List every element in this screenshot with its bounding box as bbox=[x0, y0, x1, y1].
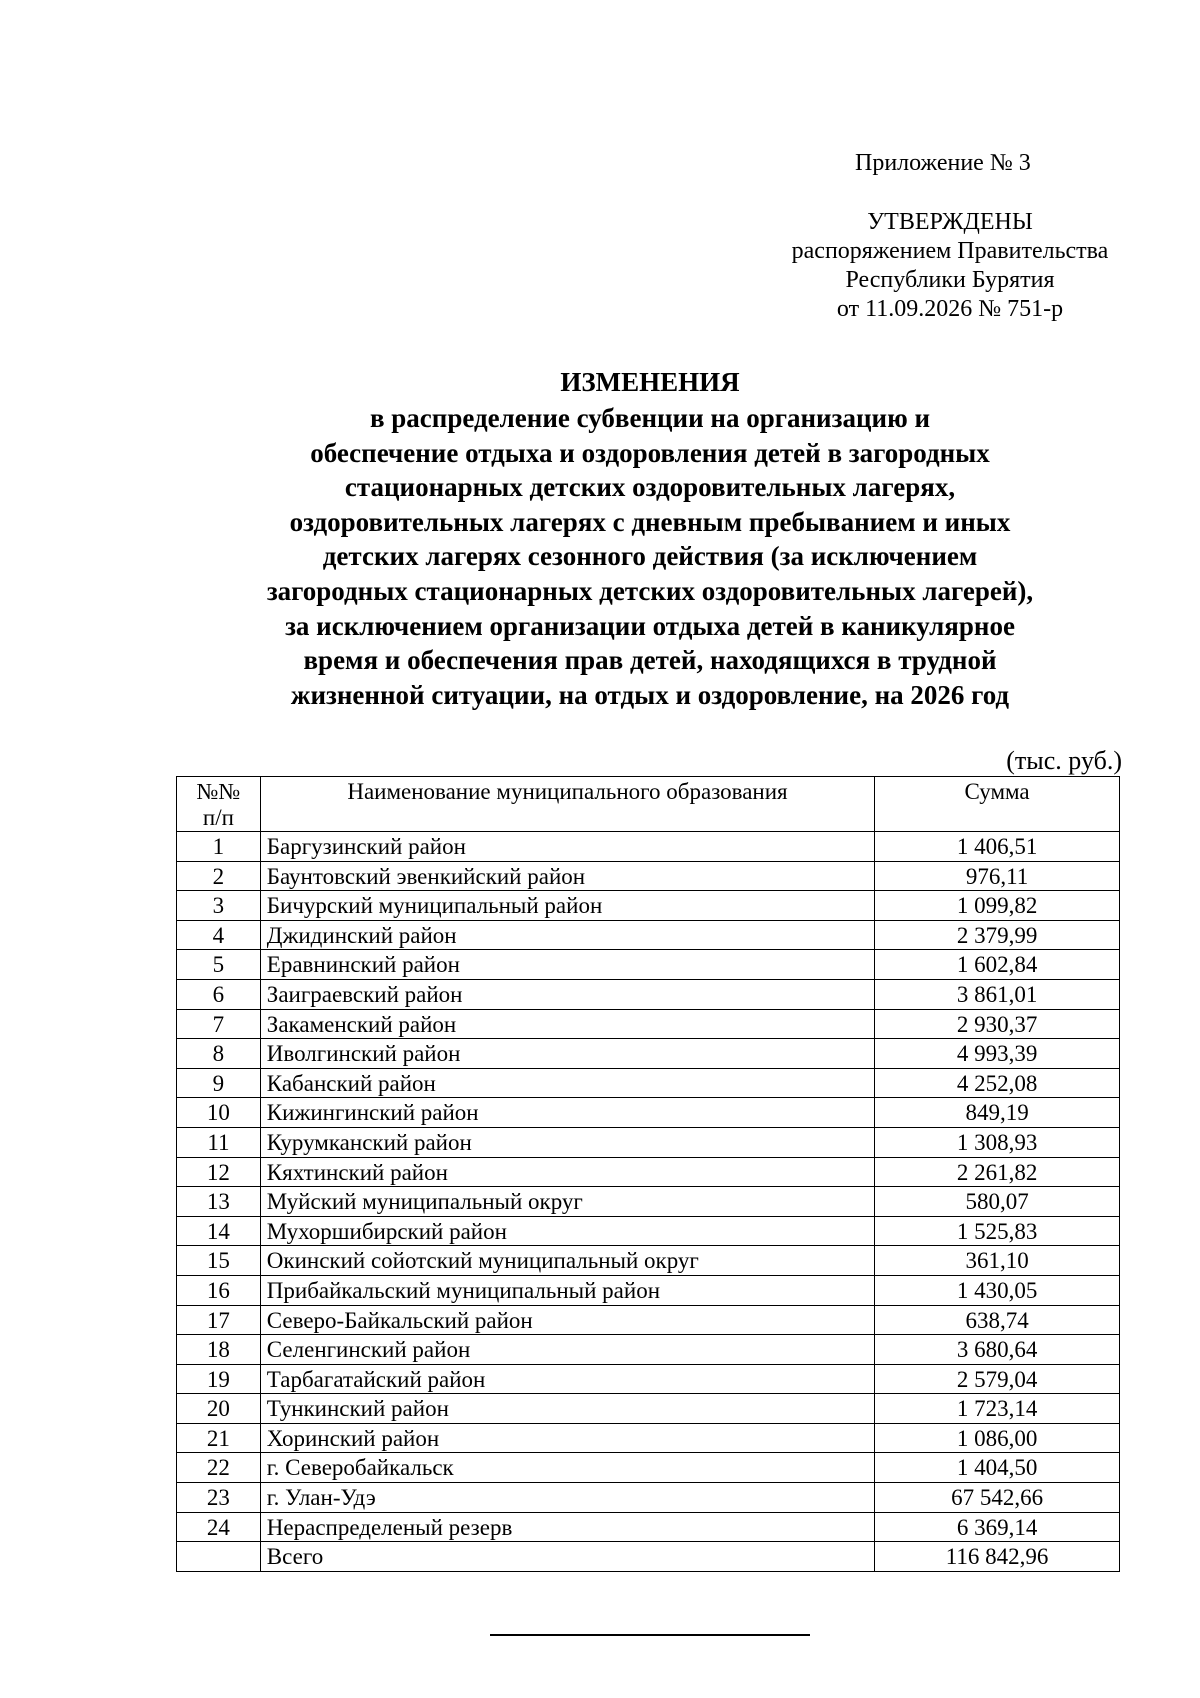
units-label: (тыс. руб.) bbox=[1006, 746, 1122, 775]
title-line: детских лагерях сезонного действия (за исключением bbox=[322, 541, 978, 572]
table-row bbox=[177, 1335, 1120, 1365]
row-number: 24 bbox=[177, 1512, 261, 1542]
row-municipality: Бичурский муниципальный район bbox=[260, 891, 874, 921]
row-sum: 1 308,93 bbox=[875, 1127, 1120, 1157]
row-number: 8 bbox=[177, 1039, 261, 1069]
row-sum: 2 930,37 bbox=[875, 1009, 1120, 1039]
row-municipality: Всего bbox=[260, 1542, 874, 1572]
row-municipality: Баргузинский район bbox=[260, 832, 874, 862]
row-number: 16 bbox=[177, 1275, 261, 1305]
table-row bbox=[177, 1305, 1120, 1335]
row-number: 23 bbox=[177, 1483, 261, 1513]
row-number: 13 bbox=[177, 1187, 261, 1217]
header-number-line2: п/п bbox=[202, 805, 234, 830]
row-sum: 2 261,82 bbox=[875, 1157, 1120, 1187]
row-number: 12 bbox=[177, 1157, 261, 1187]
row-number: 18 bbox=[177, 1335, 261, 1365]
row-sum: 4 993,39 bbox=[875, 1039, 1120, 1069]
table-row bbox=[177, 1394, 1120, 1424]
row-municipality: Селенгинский район bbox=[260, 1335, 874, 1365]
row-number: 6 bbox=[177, 979, 261, 1009]
allocation-table bbox=[176, 776, 1120, 1572]
row-municipality: Хоринский район bbox=[260, 1423, 874, 1453]
row-municipality: Мухоршибирский район bbox=[260, 1216, 874, 1246]
table-row bbox=[177, 1098, 1120, 1128]
row-municipality: Муйский муниципальный округ bbox=[260, 1187, 874, 1217]
row-municipality: Тункинский район bbox=[260, 1394, 874, 1424]
row-sum: 67 542,66 bbox=[875, 1483, 1120, 1513]
row-sum: 1 406,51 bbox=[875, 832, 1120, 862]
row-sum: 638,74 bbox=[875, 1305, 1120, 1335]
row-sum: 2 379,99 bbox=[875, 920, 1120, 950]
table-row bbox=[177, 1512, 1120, 1542]
row-sum: 1 602,84 bbox=[875, 950, 1120, 980]
row-municipality: Нераспределеный резерв bbox=[260, 1512, 874, 1542]
approval-block bbox=[760, 208, 1140, 324]
row-municipality: Северо-Байкальский район bbox=[260, 1305, 874, 1335]
row-number: 5 bbox=[177, 950, 261, 980]
table-row bbox=[177, 891, 1120, 921]
row-sum: 6 369,14 bbox=[875, 1512, 1120, 1542]
title-line: оздоровительных лагерях с дневным пребыванием и иных bbox=[289, 506, 1011, 537]
row-municipality: г. Улан-Удэ bbox=[260, 1483, 874, 1513]
row-number: 1 bbox=[177, 832, 261, 862]
title-line: обеспечение отдыха и оздоровления детей в загородных bbox=[310, 437, 990, 468]
row-sum: 580,07 bbox=[875, 1187, 1120, 1217]
row-number: 22 bbox=[177, 1453, 261, 1483]
header-municipality: Наименование муниципального образования bbox=[260, 777, 874, 832]
table-row bbox=[177, 1246, 1120, 1276]
title-line: стационарных детских оздоровительных лагерях, bbox=[344, 472, 956, 503]
table-row bbox=[177, 861, 1120, 891]
table-row bbox=[177, 832, 1120, 862]
header-sum: Сумма bbox=[875, 777, 1120, 832]
table-row bbox=[177, 1216, 1120, 1246]
row-number: 3 bbox=[177, 891, 261, 921]
title-line: жизненной ситуации, на отдых и оздоровление, на 2026 год bbox=[290, 679, 1010, 710]
row-number: 14 bbox=[177, 1216, 261, 1246]
row-sum: 3 861,01 bbox=[875, 979, 1120, 1009]
table-row bbox=[177, 979, 1120, 1009]
table-row bbox=[177, 1127, 1120, 1157]
row-number: 15 bbox=[177, 1246, 261, 1276]
header-number-line1: №№ bbox=[196, 779, 241, 804]
row-number: 20 bbox=[177, 1394, 261, 1424]
approval-heading: УТВЕРЖДЕНЫ bbox=[867, 209, 1033, 235]
title-line: за исключением организации отдыха детей в каникулярное bbox=[285, 610, 1015, 641]
approval-decree: распоряжением Правительства bbox=[791, 238, 1109, 264]
row-number: 9 bbox=[177, 1068, 261, 1098]
table-row bbox=[177, 1039, 1120, 1069]
row-sum: 4 252,08 bbox=[875, 1068, 1120, 1098]
table-body bbox=[177, 832, 1120, 1572]
table-row bbox=[177, 1068, 1120, 1098]
title-line: время и обеспечения прав детей, находящихся в трудной bbox=[303, 645, 997, 676]
row-municipality: Еравнинский район bbox=[260, 950, 874, 980]
table-row bbox=[177, 1009, 1120, 1039]
row-sum: 3 680,64 bbox=[875, 1335, 1120, 1365]
row-sum: 1 525,83 bbox=[875, 1216, 1120, 1246]
row-number bbox=[177, 1542, 261, 1572]
table-row bbox=[177, 950, 1120, 980]
row-municipality: Кяхтинский район bbox=[260, 1157, 874, 1187]
header-number bbox=[177, 777, 261, 832]
row-municipality: Тарбагатайский район bbox=[260, 1364, 874, 1394]
row-municipality: Кижингинский район bbox=[260, 1098, 874, 1128]
row-number: 10 bbox=[177, 1098, 261, 1128]
row-sum: 2 579,04 bbox=[875, 1364, 1120, 1394]
row-number: 19 bbox=[177, 1364, 261, 1394]
table-row bbox=[177, 1453, 1120, 1483]
row-sum: 1 430,05 bbox=[875, 1275, 1120, 1305]
title-line: в распределение субвенции на организацию и bbox=[369, 403, 931, 433]
row-municipality: Заиграевский район bbox=[260, 979, 874, 1009]
row-sum: 976,11 bbox=[875, 861, 1120, 891]
table-row bbox=[177, 1364, 1120, 1394]
row-municipality: Иволгинский район bbox=[260, 1039, 874, 1069]
title-subtitle bbox=[160, 401, 1140, 712]
row-municipality: Джидинский район bbox=[260, 920, 874, 950]
table-row bbox=[177, 1542, 1120, 1572]
table-row bbox=[177, 920, 1120, 950]
title-main: ИЗМЕНЕНИЯ bbox=[560, 367, 740, 397]
document-title bbox=[160, 364, 1140, 712]
appendix-label: Приложение № 3 bbox=[855, 150, 1031, 176]
table-row bbox=[177, 1423, 1120, 1453]
row-number: 17 bbox=[177, 1305, 261, 1335]
row-municipality: Курумканский район bbox=[260, 1127, 874, 1157]
row-municipality: Баунтовский эвенкийский район bbox=[260, 861, 874, 891]
footer-divider bbox=[490, 1634, 810, 1636]
approval-republic: Республики Бурятия bbox=[845, 267, 1055, 293]
table-row bbox=[177, 1483, 1120, 1513]
row-number: 2 bbox=[177, 861, 261, 891]
row-number: 11 bbox=[177, 1127, 261, 1157]
table-row bbox=[177, 1187, 1120, 1217]
title-line: загородных стационарных детских оздоровительных лагерей), bbox=[266, 575, 1034, 606]
row-sum: 116 842,96 bbox=[875, 1542, 1120, 1572]
row-sum: 1 404,50 bbox=[875, 1453, 1120, 1483]
row-sum: 1 086,00 bbox=[875, 1423, 1120, 1453]
row-number: 7 bbox=[177, 1009, 261, 1039]
row-municipality: Окинский сойотский муниципальный округ bbox=[260, 1246, 874, 1276]
row-number: 21 bbox=[177, 1423, 261, 1453]
approval-date-number: от 11.09.2026 № 751-р bbox=[836, 296, 1064, 322]
table-row bbox=[177, 1275, 1120, 1305]
row-sum: 1 099,82 bbox=[875, 891, 1120, 921]
table-row bbox=[177, 1157, 1120, 1187]
row-municipality: Кабанский район bbox=[260, 1068, 874, 1098]
row-sum: 361,10 bbox=[875, 1246, 1120, 1276]
row-municipality: Прибайкальский муниципальный район bbox=[260, 1275, 874, 1305]
row-municipality: Закаменский район bbox=[260, 1009, 874, 1039]
row-municipality: г. Северобайкальск bbox=[260, 1453, 874, 1483]
row-number: 4 bbox=[177, 920, 261, 950]
row-sum: 849,19 bbox=[875, 1098, 1120, 1128]
row-sum: 1 723,14 bbox=[875, 1394, 1120, 1424]
table-header-row bbox=[177, 777, 1120, 832]
